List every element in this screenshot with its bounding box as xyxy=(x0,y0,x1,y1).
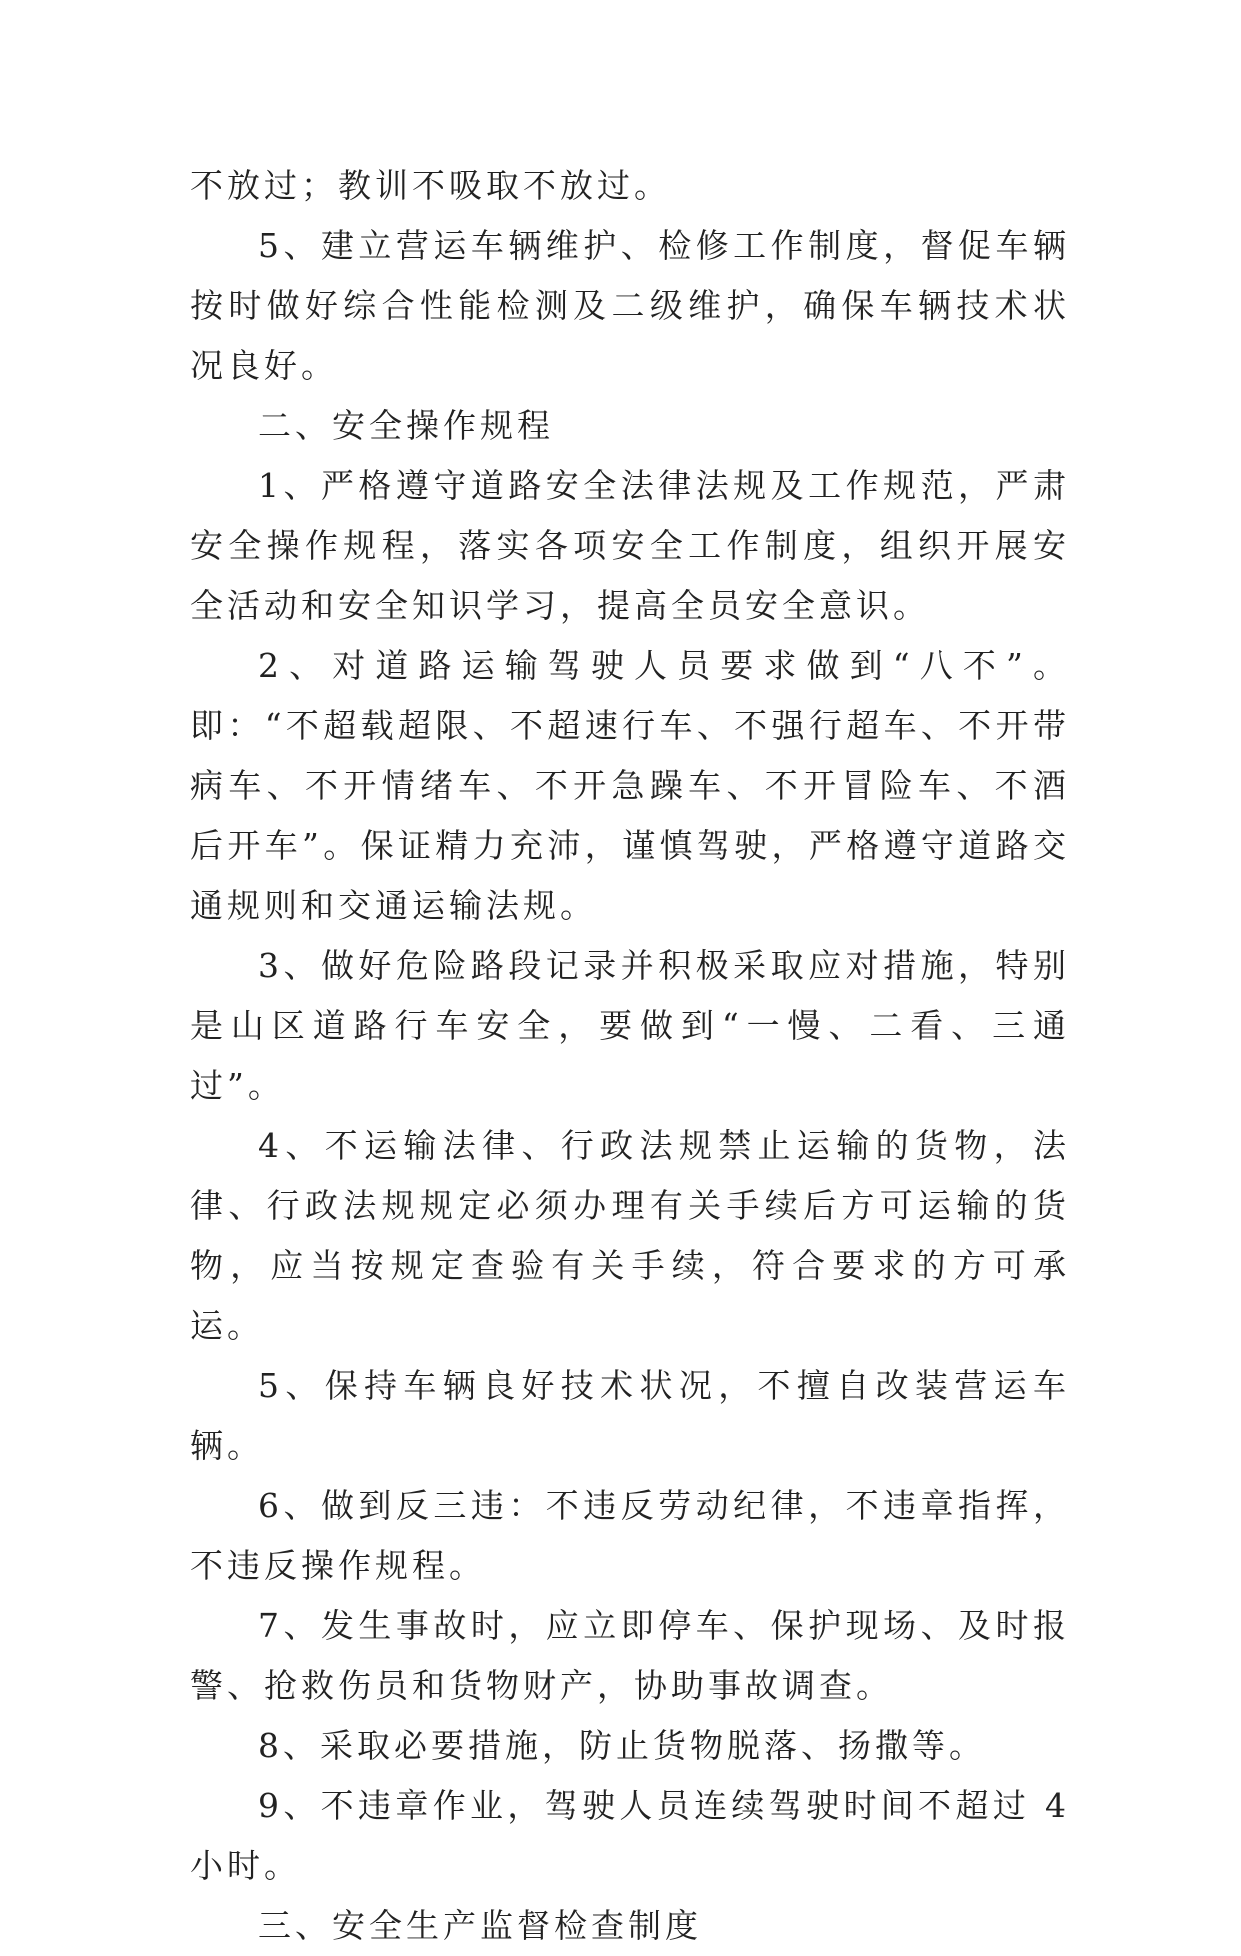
paragraph-item-5: 5、保持车辆良好技术状况，不擅自改装营运车辆。 xyxy=(190,1366,1070,1465)
paragraph-item-3: 3、做好危险路段记录并积极采取应对措施，特别是山区道路行车安全，要做到“一慢、二看、三通过”。 xyxy=(190,946,1070,1105)
paragraph-item-7: 7、发生事故时，应立即停车、保护现场、及时报警、抢救伤员和货物财产，协助事故调查。 xyxy=(190,1606,1070,1705)
paragraph-item-2: 2、对道路运输驾驶人员要求做到“八不”。即：“不超载超限、不超速行车、不强行超车、不开带病车、不开情绪车、不开急躁车、不开冒险车、不酒后开车”。保证精力充沛，谨慎驾驶，严格遵守道路交通规则和交通运输法规。 xyxy=(190,646,1070,925)
paragraph-continuation: 不放过；教训不吸取不放过。 xyxy=(190,166,671,205)
paragraph-item-6: 6、做到反三违：不违反劳动纪律，不违章指挥，不违反操作规程。 xyxy=(190,1486,1070,1585)
paragraph-item-5-maintenance: 5、建立营运车辆维护、检修工作制度，督促车辆按时做好综合性能检测及二级维护，确保车辆技术状况良好。 xyxy=(190,226,1070,385)
paragraph-item-1: 1、严格遵守道路安全法律法规及工作规范，严肃安全操作规程，落实各项安全工作制度，组织开展安全活动和安全知识学习，提高全员安全意识。 xyxy=(190,466,1070,625)
paragraph-item-9: 9、不违章作业，驾驶人员连续驾驶时间不超过 4 小时。 xyxy=(190,1786,1070,1885)
section-heading-2: 二、安全操作规程 xyxy=(258,406,554,445)
section-heading-3: 三、安全生产监督检查制度 xyxy=(258,1906,702,1945)
paragraph-item-8: 8、采取必要措施，防止货物脱落、扬撒等。 xyxy=(258,1726,986,1765)
document-body xyxy=(190,156,1070,1956)
paragraph-item-4: 4、不运输法律、行政法规禁止运输的货物，法律、行政法规规定必须办理有关手续后方可运输的货物，应当按规定查验有关手续，符合要求的方可承运。 xyxy=(190,1126,1070,1345)
